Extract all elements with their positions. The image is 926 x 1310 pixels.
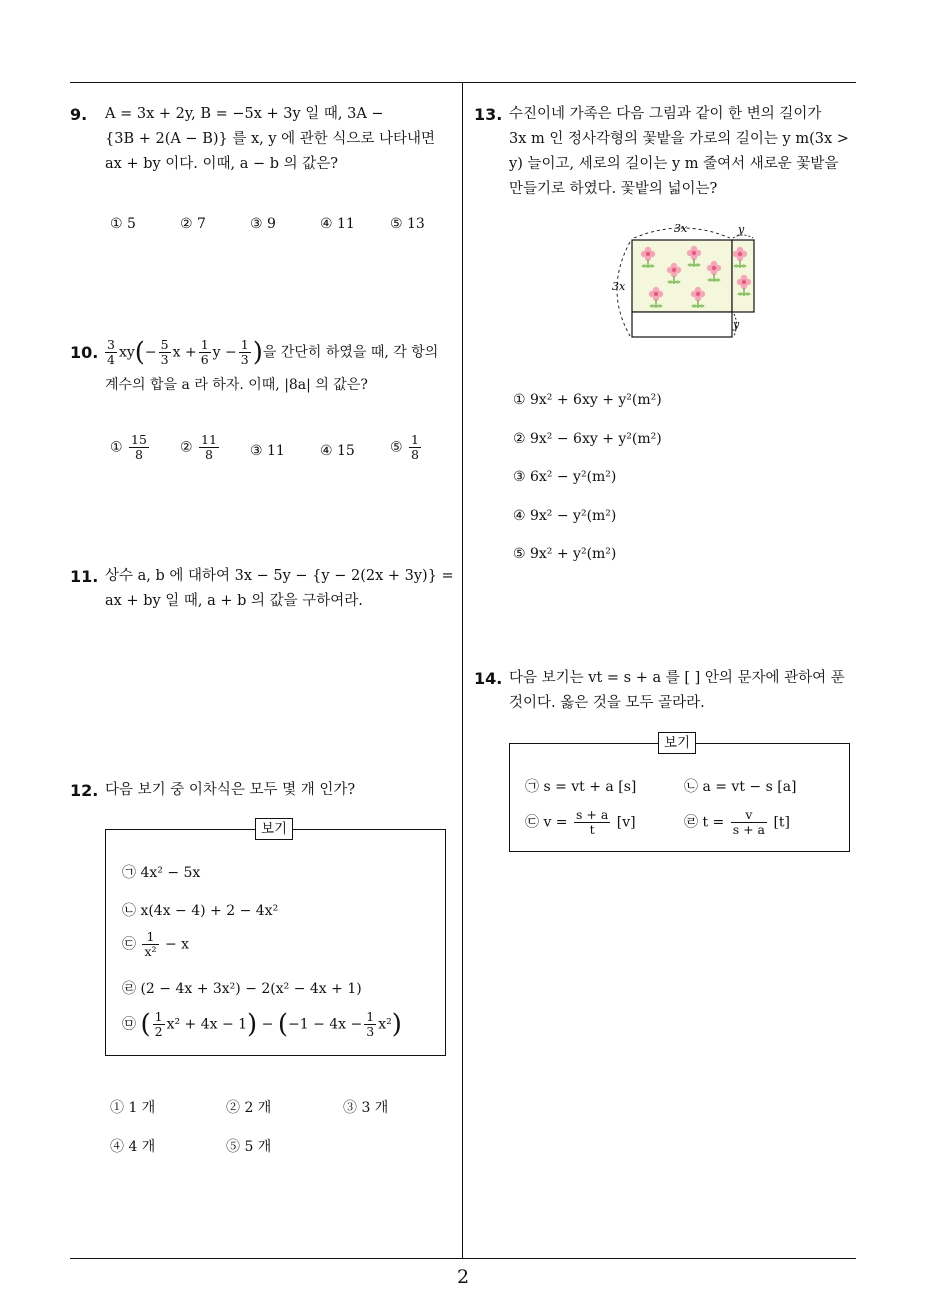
choice-5[interactable]: ⑤ 9x² + y²(m²) xyxy=(513,546,617,562)
question-text-line: 3x m 인 정사각형의 꽃밭을 가로의 길이는 y m(3x > xyxy=(509,131,849,147)
choice-1[interactable]: ① 1 개 xyxy=(110,1100,156,1116)
question-text-line: 수진이네 가족은 다음 그림과 같이 한 변의 길이가 xyxy=(509,106,822,122)
bogi-item-1: ㉠ s = vt + a [s] xyxy=(525,779,637,795)
choice-4[interactable]: ④ 9x² − y²(m²) xyxy=(513,508,617,524)
fraction: $\frac{1}{6}$ xyxy=(200,337,209,367)
fraction: $\frac{3}{4}$ xyxy=(107,337,115,367)
question-number: 12. xyxy=(70,781,99,800)
bogi-label: 보기 xyxy=(255,818,293,840)
question-text-line: 만들기로 하였다. 꽃밭의 넓이는? xyxy=(509,181,718,197)
column-divider xyxy=(462,83,463,1258)
question-9 xyxy=(70,102,458,177)
top-rule xyxy=(70,82,856,83)
bogi-item-2: ㉡ x(4x − 4) + 2 − 4x² xyxy=(122,903,279,919)
choice-5[interactable]: ⑤ 5 개 xyxy=(226,1139,272,1155)
question-12 xyxy=(70,778,458,803)
question-text-line: y) 늘이고, 세로의 길이는 y m 줄여서 새로운 꽃밭을 xyxy=(509,156,839,172)
fraction: $\frac{1}{3}$ xyxy=(240,337,249,367)
bogi-item-5: ㉤ ( $\frac{1}{2}$ x² + 4x − 1) − (−1 − 4x − $\frac{1}{3}$ x²) xyxy=(122,1009,402,1040)
question-text-line: 다음 보기 중 이차식은 모두 몇 개 인가? xyxy=(105,782,356,798)
choice-4[interactable]: ④ 15 xyxy=(320,443,355,459)
question-number: 11. xyxy=(70,567,99,586)
bogi-item-4: ㉣ (2 − 4x + 3x²) − 2(x² − 4x + 1) xyxy=(122,981,362,997)
choice-1[interactable]: ① $\frac{15}{8}$ xyxy=(110,432,147,462)
choice-2[interactable]: ② 2 개 xyxy=(226,1100,272,1116)
label-y-top: y xyxy=(738,223,745,236)
choice-2[interactable]: ② $\frac{11}{8}$ xyxy=(180,432,217,462)
question-text-line: A = 3x + 2y, B = −5x + 3y 일 때, 3A − xyxy=(105,106,384,122)
question-number: 10. xyxy=(70,343,99,362)
choice-4[interactable]: ④ 11 xyxy=(320,216,355,232)
choice-3[interactable]: ③ 11 xyxy=(250,443,285,459)
paren-right: ) xyxy=(252,337,263,368)
choice-1[interactable]: ① 9x² + 6xy + y²(m²) xyxy=(513,392,662,408)
bogi-item-3: ㉢ v = $\frac{s + a}{t}$ [v] xyxy=(525,807,636,837)
choice-3[interactable]: ③ 3 개 xyxy=(343,1100,389,1116)
choice-5[interactable]: ⑤ 13 xyxy=(390,216,425,232)
choice-3[interactable]: ③ 6x² − y²(m²) xyxy=(513,469,617,485)
bogi-item-2: ㉡ a = vt − s [a] xyxy=(684,779,797,795)
question-10: 10. $\frac{3}{4}$ xy(− $\frac{5}{3}$ x + $\frac{1}{6}$ y − $\frac{1}{3}$ )을 간단히 하였을 때, 각 항의 계수의 합을 a 라 하자. 이때, |8a| 의 값은? xyxy=(70,338,458,398)
question-number: 13. xyxy=(474,105,503,124)
question-text-line: 상수 a, b 에 대하여 3x − 5y − {y − 2(2x + 3y)} = xyxy=(105,568,454,584)
bogi-label: 보기 xyxy=(658,732,696,754)
choice-2[interactable]: ② 7 xyxy=(180,216,206,232)
bogi-item-1: ㉠ 4x² − 5x xyxy=(122,865,201,881)
choice-4[interactable]: ④ 4 개 xyxy=(110,1139,156,1155)
question-text-line: ax + by 이다. 이때, a − b 의 값은? xyxy=(105,156,339,172)
bogi-item-3: ㉢ $\frac{1}{\text{x²}}$ − x xyxy=(122,929,190,959)
choice-2[interactable]: ② 9x² − 6xy + y²(m²) xyxy=(513,431,662,447)
page-number: 2 xyxy=(456,1266,470,1288)
label-y-right: y xyxy=(733,318,740,331)
question-11 xyxy=(70,564,458,614)
question-text-line: {3B + 2(A − B)} 를 x, y 에 관한 식으로 나타내면 xyxy=(105,131,436,147)
question-number: 14. xyxy=(474,669,503,688)
bogi-item-4: ㉣ t = $\frac{v}{s + a}$ [t] xyxy=(684,807,791,837)
question-14 xyxy=(474,666,860,716)
question-number: 9. xyxy=(70,105,88,124)
choice-3[interactable]: ③ 9 xyxy=(250,216,276,232)
fraction: $\frac{5}{3}$ xyxy=(160,337,169,367)
choice-1[interactable]: ① 5 xyxy=(110,216,136,232)
paren-left: ( xyxy=(134,337,145,368)
question-text-line: 것이다. 옳은 것을 모두 골라라. xyxy=(509,695,705,711)
question-text-line: 다음 보기는 vt = s + a 를 [ ] 안의 문자에 관하여 푼 xyxy=(509,670,845,686)
flower-garden-figure xyxy=(606,220,766,350)
question-text-line: 계수의 합을 a 라 하자. 이때, |8a| 의 값은? xyxy=(105,377,368,393)
choice-5[interactable]: ⑤ $\frac{1}{8}$ xyxy=(390,432,419,462)
bottom-rule xyxy=(70,1258,856,1259)
question-13 xyxy=(474,102,860,202)
removed-strip xyxy=(632,312,732,337)
label-3x-top: 3x xyxy=(674,222,688,235)
question-text-line: ax + by 일 때, a + b 의 값을 구하여라. xyxy=(105,593,363,609)
label-3x-side: 3x xyxy=(612,280,626,293)
